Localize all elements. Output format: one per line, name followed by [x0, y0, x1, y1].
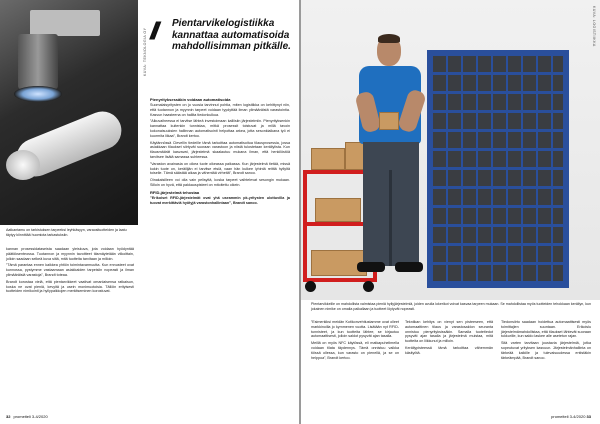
page-number: 33 [586, 414, 591, 419]
section-heading: Pienyrityksessäkin voidaan automatisoida [150, 97, 231, 102]
warehouse-photo [301, 0, 600, 300]
left-page [0, 0, 299, 424]
camera-lens [18, 34, 58, 89]
cardboard-box [311, 148, 345, 170]
metal-part-tip [6, 150, 40, 180]
magazine-issue: promeiteli 3-4/2020 [13, 414, 48, 419]
left-column-1 [6, 247, 134, 296]
worker-shoe [357, 262, 385, 272]
pants-split [389, 170, 392, 266]
headline: Pientarvikelogistiikka kannattaa automatisoida mahdollisimman pitkälle. [172, 18, 291, 52]
paragraph: Suomalaisyritysten on jo vuosia tarvinnut pohtia, miten logistiikka on kehittynyt niin, että tuotannon ja myynnin tarpeet voidaan tyydyttää ilman ylimääräistä varastointia. Kasvun haasteena on hallita tiedonkulkua. [150, 103, 290, 117]
held-box [379, 112, 399, 130]
paragraph: Oinakaisilleen voi olla vain pelisyitä, koska tarpeet vaihtelevat sesongin mukaan. Silloin on hyvä, että pakkauspisteet on mitoitettu oikein. [150, 178, 290, 187]
paragraph: ”Erikoiset RFID-järjestelmät ovat yhä useammin pk-yritysten ulottuvilla ja tuovat merkittäviä hyötyjä varastonhallintaan”, Brandt sanoo. [150, 195, 290, 205]
left-folio [6, 414, 48, 419]
cart-wheel [305, 281, 316, 292]
right-vertical-label: KUVA: LOGISTIIKKA [592, 6, 596, 47]
paragraph: Tekniikan kehitys on vienyt sen pisteeseen, että automaattinen tilaus ja varastosaldon seuranta onnistuu pienyrityksissäkin. Samalla tuotetiedot pysyvät ajan tasalla ja järjestelmä muistaa, mitä tuotteita on liikkunut ja milloin. [405, 320, 493, 344]
storage-bins [433, 56, 563, 282]
cart-wheel [363, 281, 374, 292]
right-photo-caption: Pientarvikkeille on mahdollista valmistaa pieniä hyllyjärjestelmiä, joiden avulla lokerikot voivat kasvaa tarpeen mukaan. Se mahdollistaa myös tuotteiden tehokkaan keräilyn, kun jokainen nimike on omalla paikallaan ja tuotteet löytyvät nopeasti. [311, 302, 592, 311]
right-folio [551, 414, 594, 419]
paragraph: ”Alkuvaiheessa ei tarvitse lähteä investoimaan kalliisiin järjestelmiin. Pienyrityksenkin kannattaa kuitenkin tunnistaa, mitkä prosessit toistuvat ja millä tavoin kokonaisuuksien hallinnan automatisointi helpottaa arkea, jotta sesonkiaikana työ ei kuormita liikaa”, Brandt kertoo. [150, 119, 290, 138]
right-page [301, 0, 600, 424]
section-heading: RFID-järjestelmä tehostaa [150, 189, 200, 195]
paragraph: Meillä on myös NFC käytössä, eli matkapuhelimella voidaan tilata täydennys. Tämä onnistuu vaikka töissä ollessa, kun varasto on pienellä, ja se on helppoa”, Brandt kertoo. [311, 341, 399, 360]
right-column-2 [405, 320, 493, 358]
magazine-issue: promeiteli 3-4/2020 [551, 414, 586, 419]
worker-shoe [395, 262, 423, 272]
cardboard-box [315, 198, 361, 222]
right-column-3 [501, 320, 591, 362]
paragraph: Tiedonsiirto saadaan hoidettua automaattisesti myös toimittajien suuntaan. Erikoislu järjestelmämahdollistaa, että tilaukset lähtevät suoraan tukkurille, kun saldo laskee alle asetetun rajan. [501, 320, 591, 339]
paragraph: ”Tämä parantaa ennen kaikkea yhtiön toimintavarmuutta. Kun ennusteet ovat kunnossa, pystymme vastaamaan asiakkaiden tarpeisiin nopeasti ja ilman ylimääräisiä varastoja”, Brandt toteaa. [6, 263, 134, 277]
paragraph: Sitä varten tarvitaan joustavia järjestelmiä, jotka sopeutuvat yrityksen kasvuun. Järjestelmänhallinta on tärkeää kaikille ja tulevaisuudessa entistäkin tärkeämpää, Brandt sanoo. [501, 341, 591, 360]
paragraph: kannan prosessidataseista saadaan yleiskuva, jota voidaan hyödyntää päätöksenteossa. Tuotannon ja myynnin tavoitteet täsmäytetään viikoittain, jolloin saadaan selkeä kuva siitä, mitä tuotteita tarvitaan ja milloin. [6, 247, 134, 261]
paragraph: ”Esimerkiksi meidän Kotikonvehtiustamme ovat olleet markkinoilla jo kymmenen vuotta. Lisätään nyt RFID-tunnisteet, ja kun tuotteita lähtee, se kirjautuu automaattisesti, jolloin saldot pysyvät ajan tasalla. [311, 320, 399, 339]
left-column-2 [150, 95, 290, 207]
right-column-1 [311, 320, 399, 362]
paragraph: Käytännössä Clevellin tiedeille tämä tarkoittaa automatisoitua tilausprosessia, jossa asiakkaan tilaukset siirtyvät suoraan varastoon ja niistä tulostetaan keräilylista. Kun tilausmäärät kasvavat, järjestelmä skaalautuu mukana ilman, että henkilöstöä tarvitsee lisätä samassa suhteessa. [150, 140, 290, 159]
worker-hair [378, 34, 400, 43]
left-photo-caption: Aatkantamu on tarkistuksen tarpeeksi leyhkäsyyn, varaosituotteiden ja laatu täytyy kiinnittää huomiota tarkastuksiin. [6, 228, 127, 237]
camera-body [30, 10, 100, 36]
headline-slash-icon: // [150, 18, 156, 45]
left-vertical-label: KUVA: TEKNOLOGIA OY [143, 27, 147, 76]
paragraph: Keräilypisteessä tämä tarkoittaa vähemmän käsityötä. [405, 345, 493, 355]
paragraph: ”Varaston avainasia on oikea tuote oikeassa paikassa. Kun järjestelmä tietää, missä kukin tuote on, keräilijän ei tarvitse etsiä, vaan hän kulkee lyhintä reittiä hyllyltä toiselle. Tämä säästää aikaa ja vähentää virheitä”, Brandt sanoo. [150, 161, 290, 176]
page-number: 32 [6, 414, 11, 419]
machine-vision-photo [0, 0, 138, 225]
ring-light [14, 86, 62, 102]
paragraph: Brandt korostaa vielä, että pientarvikkeet vaativat omanlaisensa ratkaisun, koska ne ovat pieniä, kevyitä ja usein monimuotoisia. Tällöin erityisesti tuotteiden nimikointi ja hyllypaikkojen merkitseminen korostuvat. [6, 279, 134, 294]
